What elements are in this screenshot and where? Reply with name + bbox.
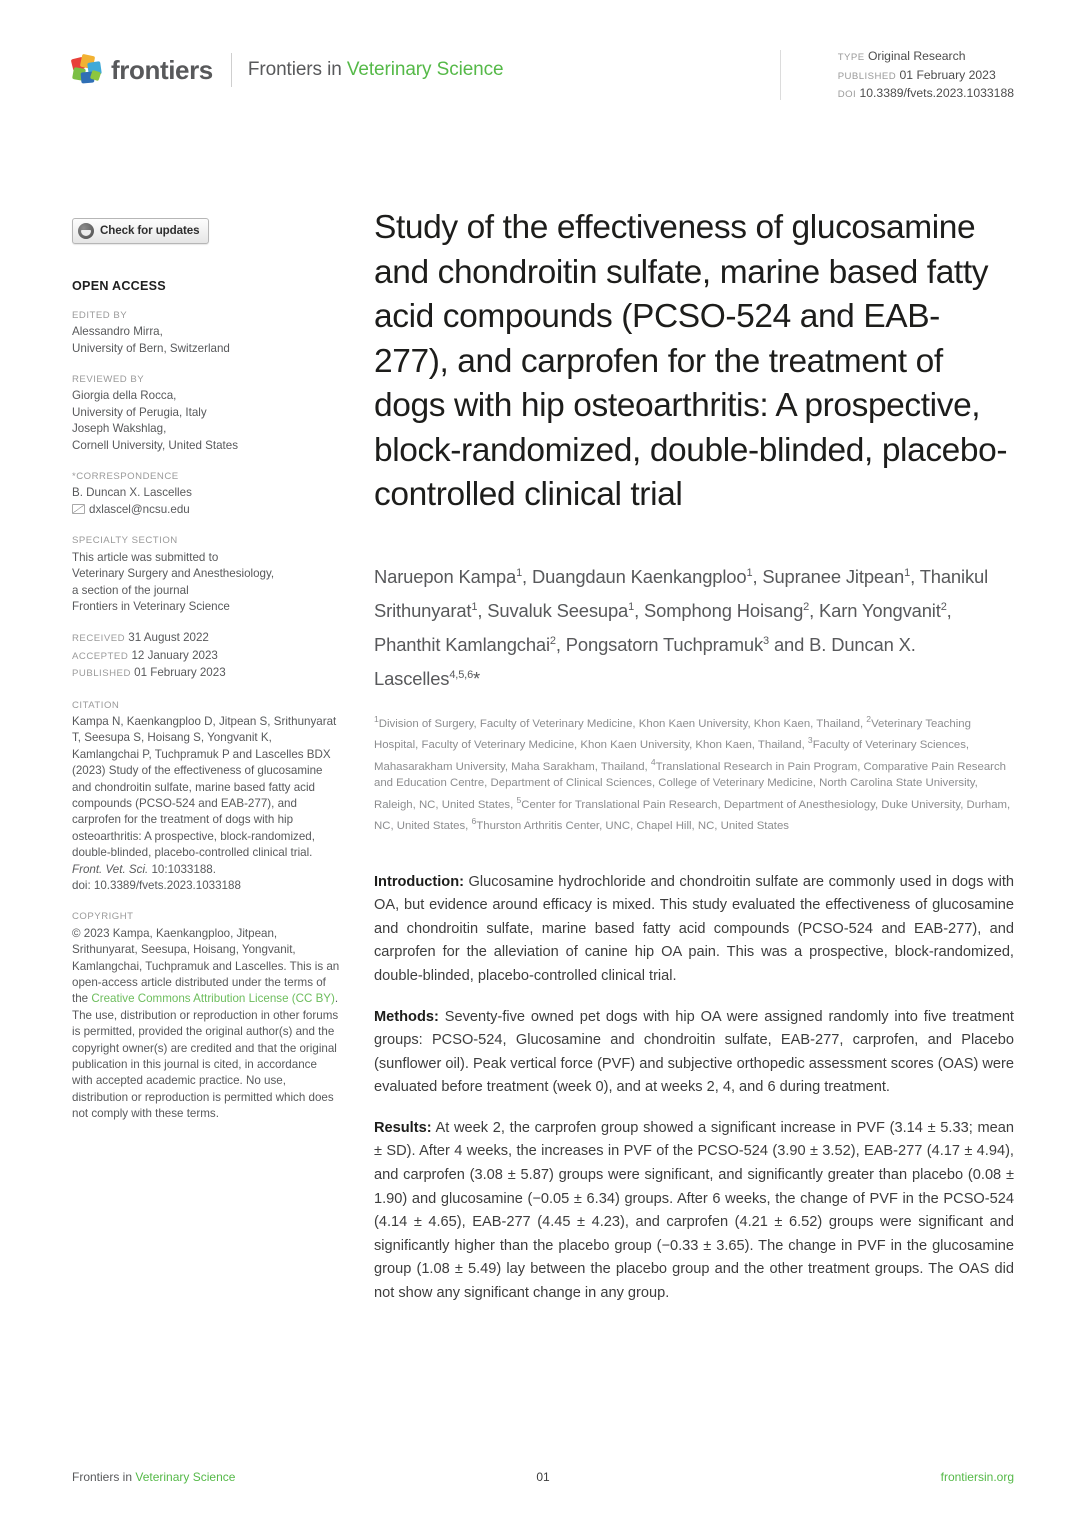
edited-by-block [72, 308, 340, 357]
specialty-section-label: SPECIALTY SECTION [72, 535, 178, 547]
reviewed-by-line-1: Giorgia della Rocca, [72, 389, 177, 403]
envelope-icon [72, 504, 85, 514]
received-label: RECEIVED [72, 633, 126, 645]
abstract [374, 871, 1014, 1306]
frontiers-logo-icon [72, 55, 102, 85]
affiliations: $^1$Division of Surgery, Faculty of Veterinary Medicine, Khon Kaen University, Khon Kaen, Thailand, $^2$Veterinary Teaching Hospital, Faculty of Veterinary Medicine, Khon Kaen University, Khon Kaen, Thailand, $^3$Faculty of Veterinary Sciences, Mahasarakham University, Maha Sarakham, Thailand, $^4$Translational Research in Pain Program, Comparative Pain Research and Education Centre, Department of Clinical Sciences, College of Veterinary Medicine, North Carolina State University, Raleigh, NC, United States, $^5$Center for Translational Pain Research, Department of Anesthesiology, Duke University, Durham, NC, United States, $^6$Thurston Arthritis Center, UNC, Chapel Hill, NC, United States [374, 714, 1011, 832]
meta-value-type: Original Research [867, 49, 966, 63]
specialty-section-block [72, 533, 340, 615]
frontiers-brand[interactable] [72, 50, 504, 90]
citation-journal: Front. Vet. Sci. [72, 862, 149, 876]
page-title: Study of the effectiveness of glucosamine and chondroitin sulfate, marine based fatty acid compounds (PCSO-524 and EAB-277), and carprofen for the treatment of dogs with hip osteoarthritis: A prospective, block-randomized, double-blinded, placebo-controlled clinical trial [374, 209, 1008, 513]
page-footer [72, 1470, 1014, 1488]
copyright-label: COPYRIGHT [72, 911, 134, 923]
published-value: 01 February 2023 [134, 666, 226, 680]
masthead [72, 48, 1014, 104]
reviewed-by-label: REVIEWED BY [72, 374, 145, 386]
dates-block [72, 630, 340, 682]
sidebar [72, 218, 340, 1138]
copyright-part-2: . The use, distribution or reproduction in other forums is permitted, provided the original author(s) and the copyright owner(s) are credited and that the original publication in this journal is cited, in accordance with accepted academic practice. No use, distribution or reproduction is permitted which does not comply with these terms. [72, 992, 339, 1121]
check-for-updates-label: Check for updates [100, 224, 200, 237]
meta-row-type [838, 48, 1014, 67]
specialty-line-3: a section of the journal [72, 583, 189, 597]
reviewed-by-line-2: University of Perugia, Italy [72, 405, 207, 419]
abstract-heading-methods: Methods: [374, 1008, 439, 1025]
copyright-part-1: © 2023 Kampa, Kaenkangploo, Jitpean, Srithunyarat, Seesupa, Hoisang, Yongvanit, Kamlangchai, Tuchpramuk and Lascelles. This is an open-access article distributed under the terms of the [72, 926, 340, 1006]
article-main [374, 206, 1014, 1323]
meta-value-published: 01 February 2023 [899, 67, 996, 82]
abstract-body-introduction: Glucosamine hydrochloride and chondroitin sulfate are commonly used in dogs with OA, but evidence around efficacy is mixed. This study evaluated the effectiveness of glucosamine and chondroitin sulfate, marine based fatty acid compounds (PCSO-524 and EAB-277), and carprofen for the alleviation of canine hip OA pain. This was a prospective, block-randomized, double-blinded, placebo-controlled clinical trial. [374, 873, 1014, 984]
specialty-line-2: Veterinary Surgery and Anesthesiology, [72, 567, 275, 581]
article-meta [838, 48, 1014, 104]
accepted-label: ACCEPTED [72, 650, 129, 662]
footer-journal-name: Veterinary Science [135, 1470, 236, 1484]
footer-website-link[interactable]: frontiersin.org [940, 1470, 1014, 1484]
edited-by-line-1: Alessandro Mirra, [72, 325, 163, 339]
citation-doi[interactable]: doi: 10.3389/fvets.2023.1033188 [72, 879, 241, 892]
cc-license-link[interactable]: Creative Commons Attribution License (CC BY) [91, 992, 335, 1006]
citation-block [72, 698, 340, 895]
specialty-line-1: This article was submitted to [72, 550, 219, 564]
abstract-paragraph-results [374, 1117, 1014, 1306]
abstract-body-methods: Seventy-five owned pet dogs with hip OA were assigned randomly into five treatment groups: PCSO-524, Glucosamine and chondroitin sulfate, EAB-277, carprofen, and Placebo (sunflower oil). Peak vertical force (PVF) and subjective orthopedic assessment scores (OAS) were evaluated before treatment (week 0), and at weeks 2, 4, and 6 during treatment. [374, 1008, 1014, 1096]
meta-row-published [838, 67, 1014, 86]
abstract-heading-results: Results: [374, 1119, 432, 1136]
received-value: 31 August 2022 [128, 631, 209, 645]
specialty-line-4: Frontiers in Veterinary Science [72, 599, 230, 613]
brand-divider [231, 53, 232, 87]
journal-prefix: Frontiers in [247, 59, 347, 80]
correspondence-email[interactable]: dxlascel@ncsu.edu [89, 502, 190, 516]
reviewed-by-block [72, 372, 340, 454]
check-for-updates-button[interactable] [72, 218, 209, 244]
copyright-block [72, 909, 340, 1122]
abstract-paragraph-introduction [374, 871, 1014, 989]
citation-body: Kampa N, Kaenkangploo D, Jitpean S, Srithunyarat T, Seesupa S, Hoisang S, Yongvanit K, Kamlangchai P, Tuchpramuk P and Lascelles BDX (2023) Study of the effectiveness of glucosamine and chondroitin sulfate, marine based fatty acid compounds (PCSO-524 and EAB-277), and carprofen for the treatment of dogs with hip osteoarthritis: A prospective, block-randomized, double-blinded, placebo-controlled clinical trial. [72, 714, 337, 860]
edited-by-label: EDITED BY [72, 309, 128, 321]
meta-label-published: PUBLISHED [837, 70, 897, 82]
meta-row-doi [838, 85, 1014, 104]
correspondence-block [72, 469, 340, 518]
open-access-heading: OPEN ACCESS [72, 279, 166, 294]
abstract-heading-introduction: Introduction: [374, 873, 464, 890]
correspondence-name: B. Duncan X. Lascelles [72, 486, 192, 500]
reviewed-by-line-4: Cornell University, United States [72, 438, 239, 452]
date-row-published [72, 665, 340, 682]
copyright-text [72, 926, 340, 1123]
correspondence-email-row[interactable] [72, 502, 340, 518]
citation-text [72, 714, 340, 878]
masthead-divider [780, 50, 781, 100]
brand-wordmark: frontiers [111, 54, 213, 85]
date-row-accepted [72, 648, 340, 665]
published-label: PUBLISHED [72, 668, 131, 680]
reviewed-by-line-3: Joseph Wakshlag, [72, 422, 167, 436]
date-row-received [72, 630, 340, 647]
correspondence-label: *CORRESPONDENCE [72, 471, 179, 483]
meta-value-doi[interactable]: 10.3389/fvets.2023.1033188 [859, 86, 1014, 100]
meta-label-doi: DOI [837, 89, 857, 100]
accepted-value: 12 January 2023 [131, 648, 218, 662]
footer-page-number: 01 [536, 1470, 550, 1484]
edited-by-line-2: University of Bern, Switzerland [72, 341, 230, 355]
citation-label: CITATION [72, 699, 120, 711]
journal-name [248, 59, 504, 81]
footer-journal-prefix: Frontiers in [72, 1470, 136, 1484]
abstract-paragraph-methods [374, 1006, 1014, 1100]
journal-title: Veterinary Science [346, 59, 504, 80]
abstract-body-results: At week 2, the carprofen group showed a significant increase in PVF (3.14 ± 5.33; mean ± SD). After 4 weeks, the increases in PVF of the PCSO-524 (3.90 ± 3.52), EAB-277 (4.17 ± 4.94), and carprofen (3.08 ± 5.87) groups were significant, and significantly greater than placebo (0.08 ± 1.90) and glucosamine (−0.05 ± 6.34) groups. After 6 weeks, the change of PVF in the PCSO-524 (4.14 ± 4.65), EAB-277 (4.45 ± 4.23), and carprofen (4.21 ± 6.52) groups were significant and significantly higher than the placebo group (−0.33 ± 3.65). The change in PVF in the glucosamine group (1.08 ± 5.49) lay between the placebo group and the other treatment groups. The OAS did not show any significant change in any group. [374, 1119, 1014, 1302]
crossmark-icon [78, 223, 94, 239]
citation-journal-rest: 10:1033188. [148, 862, 216, 876]
meta-label-type: TYPE [837, 52, 865, 63]
author-list: Naruepon Kampa$^1$, Duangdaun Kaenkangploo$^1$, Supranee Jitpean$^1$, Thanikul Srithunyarat$^1$, Suvaluk Seesupa$^1$, Somphong Hoisang$^2$, Karn Yongvanit$^2$, Phanthit Kamlangchai$^2$, Pongsatorn Tuchpramuk$^3$ and B. Duncan X. Lascelles$^{4,5,6}$* [374, 565, 989, 689]
